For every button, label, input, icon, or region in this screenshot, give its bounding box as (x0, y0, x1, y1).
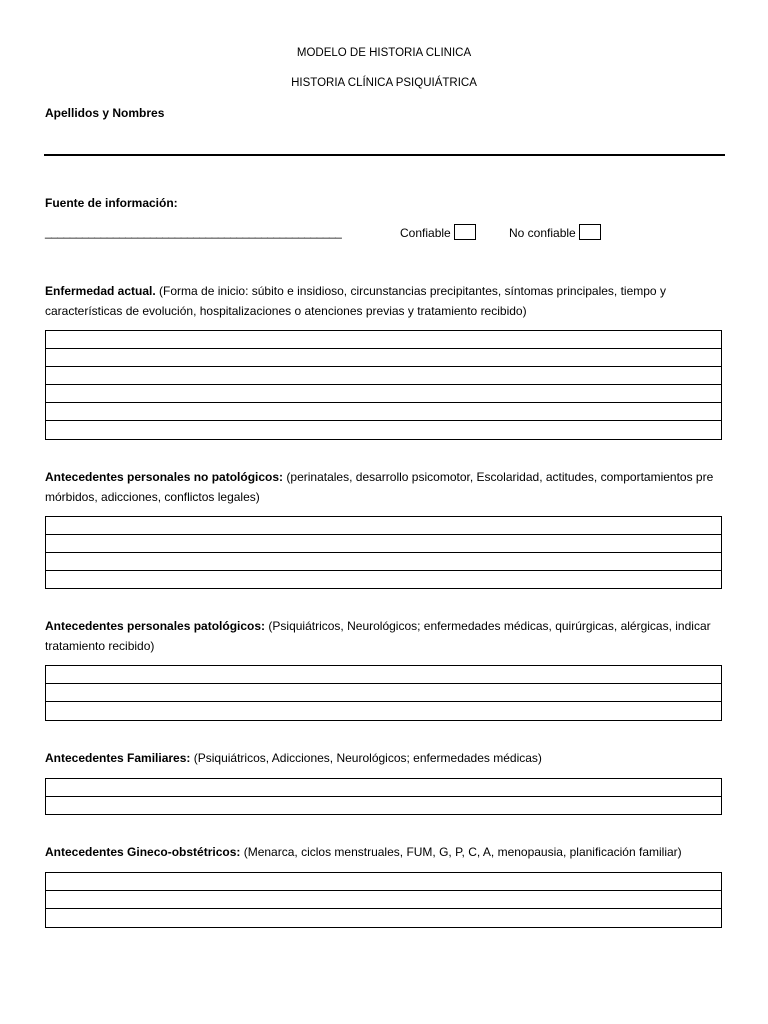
section-non-pathological-title: Antecedentes personales no patológicos: (45, 470, 284, 484)
section-pathological-description: (Psiquiátricos, Neurológicos; enfermedades médicas, quirúrgicas, alérgicas, indicar tratamiento recibido) (45, 619, 711, 653)
source-blank-line[interactable]: ________________________________________________ (45, 225, 342, 239)
document-title: MODELO DE HISTORIA CLINICA (296, 47, 472, 59)
section-current-illness-description: (Forma de inicio: súbito e insidioso, circunstancias precipitantes, síntomas principales, tiempo y características de evolución, hospitalizaciones o atenciones previas y tratamiento recibido) (45, 284, 666, 318)
section-pathological-title: Antecedentes personales patológicos: (45, 619, 266, 633)
table-row[interactable] (46, 403, 721, 421)
section-family-text (45, 748, 725, 768)
patient-name-label: Apellidos y Nombres (45, 106, 165, 120)
table-row[interactable] (46, 421, 721, 439)
section-family-title: Antecedentes Familiares: (45, 751, 191, 765)
section-current-illness-text (45, 281, 725, 321)
table-row[interactable] (46, 367, 721, 385)
table-row[interactable] (46, 873, 721, 891)
reliable-option (400, 224, 476, 240)
unreliable-checkbox[interactable] (579, 224, 601, 240)
section-gyneco-description: (Menarca, ciclos menstruales, FUM, G, P, C, A, menopausia, planificación familiar) (243, 845, 682, 859)
table-row[interactable] (46, 535, 721, 553)
table-row[interactable] (46, 553, 721, 571)
source-label: Fuente de información: (45, 196, 178, 210)
unreliable-option (509, 224, 601, 240)
section-current-illness-table (45, 330, 722, 440)
section-gyneco-title: Antecedentes Gineco-obstétricos: (45, 845, 241, 859)
table-row[interactable] (46, 385, 721, 403)
table-row[interactable] (46, 779, 721, 797)
table-row[interactable] (46, 891, 721, 909)
section-non-pathological-text (45, 467, 725, 507)
table-row[interactable] (46, 702, 721, 720)
section-family-table (45, 778, 722, 815)
table-row[interactable] (46, 331, 721, 349)
table-row[interactable] (46, 684, 721, 702)
patient-name-line[interactable] (44, 154, 725, 156)
reliable-checkbox[interactable] (454, 224, 476, 240)
table-row[interactable] (46, 517, 721, 535)
unreliable-label: No confiable (509, 226, 576, 240)
table-row[interactable] (46, 909, 721, 927)
table-row[interactable] (46, 349, 721, 367)
table-row[interactable] (46, 571, 721, 589)
table-row[interactable] (46, 797, 721, 815)
section-pathological-table (45, 665, 722, 721)
section-pathological-text (45, 616, 725, 656)
document-subtitle: HISTORIA CLÍNICA PSIQUIÁTRICA (291, 77, 477, 89)
section-gyneco-text (45, 842, 725, 862)
section-current-illness-title: Enfermedad actual. (45, 284, 156, 298)
section-non-pathological-table (45, 516, 722, 589)
reliable-label: Confiable (400, 226, 451, 240)
section-gyneco-table (45, 872, 722, 928)
section-family-description: (Psiquiátricos, Adicciones, Neurológicos; enfermedades médicas) (193, 751, 542, 765)
section-non-pathological-description: (perinatales, desarrollo psicomotor, Escolaridad, actitudes, comportamientos pre mórbidos, adicciones, conflictos legales) (45, 470, 714, 504)
table-row[interactable] (46, 666, 721, 684)
